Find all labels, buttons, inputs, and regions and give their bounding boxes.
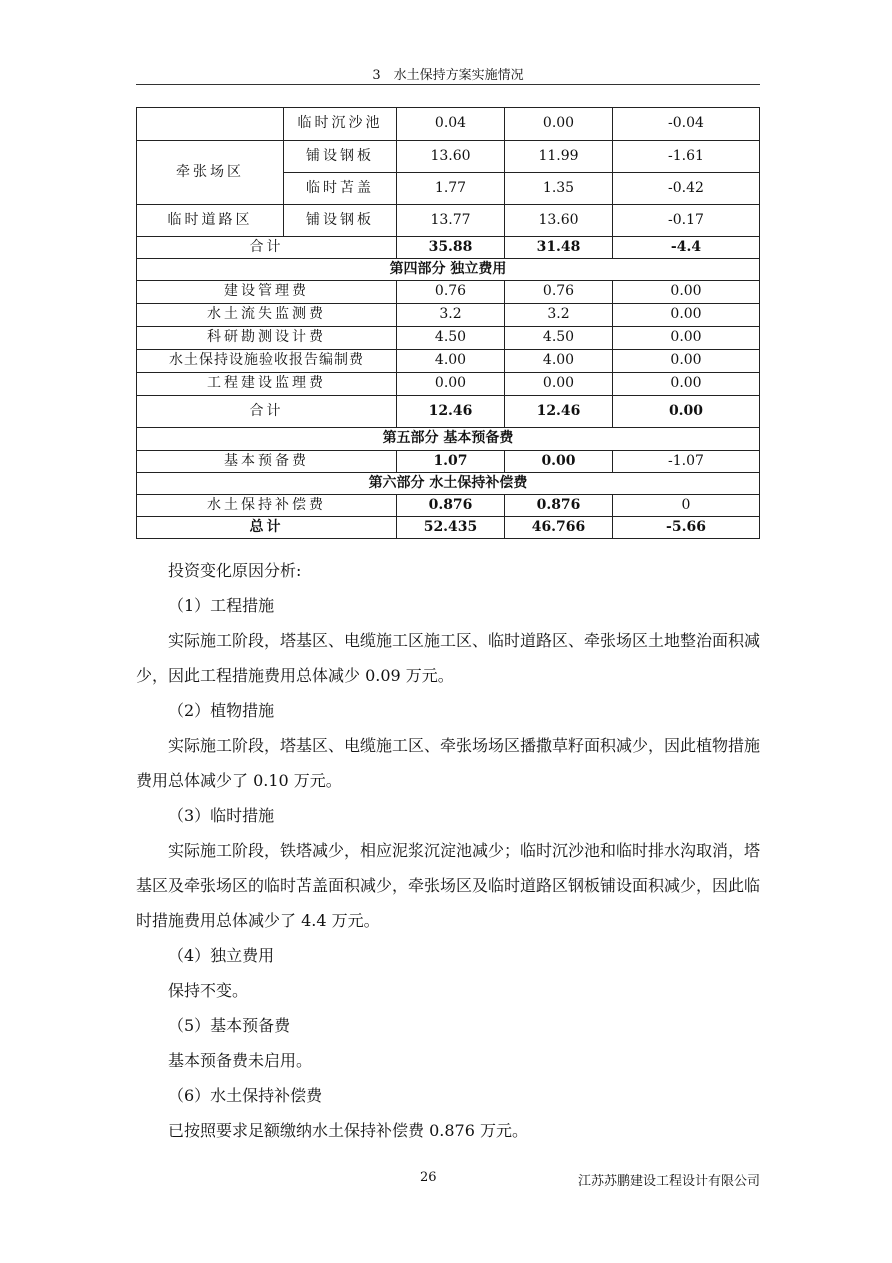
table-row [137,517,760,539]
table-row [137,396,760,428]
table-cell: -5.66 [613,517,760,539]
analysis-heading: （6）水土保持补偿费 [168,1086,323,1105]
table-row [137,281,760,304]
analysis-heading: （4）独立费用 [168,946,275,965]
table-cell: 0.00 [397,373,505,396]
table-cell: 0 [613,495,760,517]
table-cell: 13.77 [397,205,505,237]
table-cell: -4.4 [613,237,760,259]
table-row [137,205,760,237]
table-cell: 0.00 [613,396,760,428]
table-row [137,428,760,451]
investment-table [136,107,760,539]
section-title: 第五部分 基本预备费 [137,428,760,451]
company-name: 江苏苏鹏建设工程设计有限公司 [577,1174,760,1189]
analysis-paragraph: 实际施工阶段，铁塔减少，相应泥浆沉淀池减少；临时沉沙池和临时排水沟取消，塔基区及牵张场区的临时苫盖面积减少，牵张场区及临时道路区钢板铺设面积减少，因此临时措施费用总体减少了 4.4 万元。 [136,841,761,930]
table-cell: 0.76 [397,281,505,304]
table-row [137,495,760,517]
page-number: 26 [420,1170,437,1185]
table-cell: 31.48 [505,237,613,259]
table-cell: 0.00 [505,108,613,141]
table-cell: 0.876 [505,495,613,517]
table-cell: 0.00 [613,373,760,396]
section-title: 第四部分 独立费用 [137,259,760,281]
analysis-paragraph: 实际施工阶段，塔基区、电缆施工区、牵张场场区播撒草籽面积减少，因此植物措施费用总体减少了 0.10 万元。 [136,736,761,790]
table-cell: 科研勘测设计费 [137,327,397,350]
table-cell: 4.50 [397,327,505,350]
table-cell: 0.876 [397,495,505,517]
table-cell: 0.04 [397,108,505,141]
table-cell: 1.35 [505,173,613,205]
section-title: 第六部分 水土保持补偿费 [137,473,760,495]
table-cell: 4.00 [397,350,505,373]
table-cell: -0.04 [613,108,760,141]
analysis-heading: （3）临时措施 [168,806,275,825]
table-row [137,373,760,396]
table-cell: 水土保持补偿费 [137,495,397,517]
table-cell: 0.00 [505,451,613,473]
table-cell [137,108,284,141]
table-cell: 4.50 [505,327,613,350]
analysis-intro: 投资变化原因分析: [168,561,302,580]
table-cell: 35.88 [397,237,505,259]
table-cell: 46.766 [505,517,613,539]
table-cell: 工程建设监理费 [137,373,397,396]
table-row [137,108,760,141]
table-cell: 基本预备费 [137,451,397,473]
table-row [137,259,760,281]
analysis-heading: （5）基本预备费 [168,1016,291,1035]
table-cell: 13.60 [505,205,613,237]
table-row [137,141,760,173]
analysis-section [136,553,762,1148]
table-cell: 52.435 [397,517,505,539]
analysis-paragraph: 已按照要求足额缴纳水土保持补偿费 0.876 万元。 [168,1121,528,1140]
table-row [137,451,760,473]
table-cell: 总计 [137,517,397,539]
table-cell: 3.2 [505,304,613,327]
table-cell: 3.2 [397,304,505,327]
table-row [137,350,760,373]
analysis-paragraph: 基本预备费未启用。 [168,1051,313,1070]
table-cell: 12.46 [505,396,613,428]
table-cell: 铺设钢板 [284,205,397,237]
table-cell: -0.42 [613,173,760,205]
table-cell: 0.00 [613,304,760,327]
table-cell: 水土流失监测费 [137,304,397,327]
table-cell: 11.99 [505,141,613,173]
table-cell: 建设管理费 [137,281,397,304]
table-cell: 4.00 [505,350,613,373]
analysis-heading: （2）植物措施 [168,701,275,720]
table-cell: 合计 [137,396,397,428]
table-cell: 0.00 [613,350,760,373]
table-cell: 12.46 [397,396,505,428]
table-cell: 13.60 [397,141,505,173]
table-row [137,304,760,327]
table-cell: 临时苫盖 [284,173,397,205]
table-cell: 1.07 [397,451,505,473]
analysis-heading: （1）工程措施 [168,596,275,615]
table-row [137,473,760,495]
table-cell: 0.76 [505,281,613,304]
table-cell: -1.07 [613,451,760,473]
table-cell: 合计 [137,237,397,259]
table-cell: 临时沉沙池 [284,108,397,141]
table-cell: 1.77 [397,173,505,205]
table-cell: 0.00 [505,373,613,396]
analysis-paragraph: 保持不变。 [168,981,249,1000]
table-row [137,237,760,259]
header-rule [136,84,760,85]
table-cell: 铺设钢板 [284,141,397,173]
page-header: 3 水土保持方案实施情况 [372,68,524,83]
table-cell: -0.17 [613,205,760,237]
table-cell: 0.00 [613,281,760,304]
table-cell: 牵张场区 [137,141,284,205]
table-cell: 0.00 [613,327,760,350]
analysis-paragraph: 实际施工阶段，塔基区、电缆施工区施工区、临时道路区、牵张场区土地整治面积减少，因此工程措施费用总体减少 0.09 万元。 [136,631,761,685]
table-cell: 临时道路区 [137,205,284,237]
table-cell: 水土保持设施验收报告编制费 [137,350,397,373]
table-row [137,327,760,350]
table-cell: -1.61 [613,141,760,173]
